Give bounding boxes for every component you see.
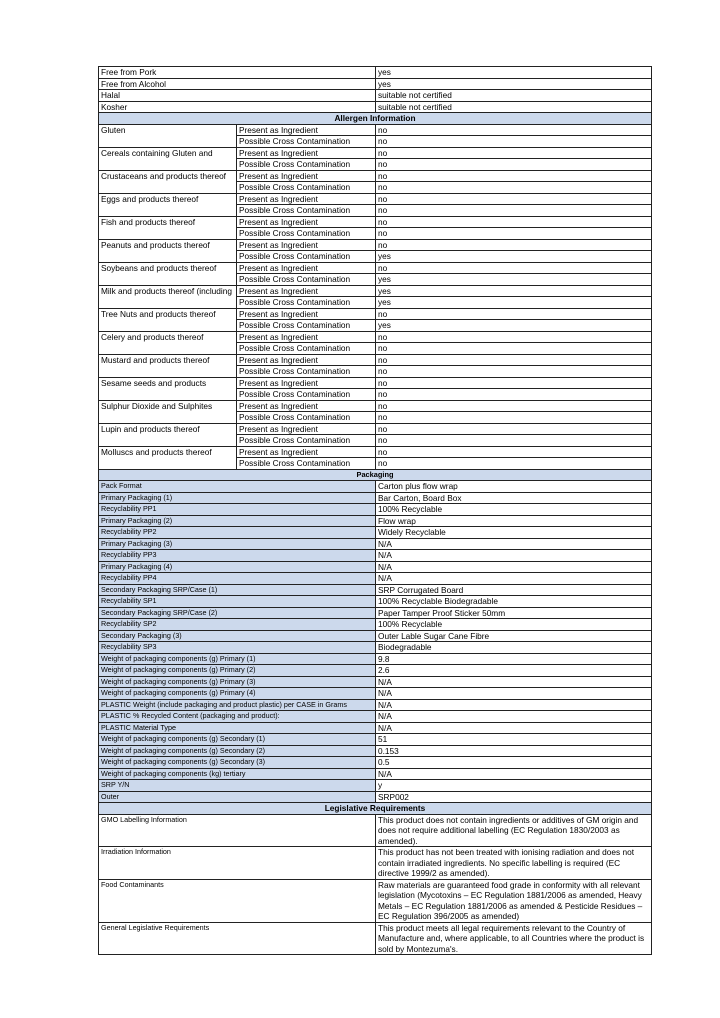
present-ingredient-value: no — [376, 423, 652, 435]
present-ingredient-label: Present as Ingredient — [237, 170, 376, 182]
present-ingredient-value: no — [376, 193, 652, 205]
packaging-value: 100% Recyclable — [376, 619, 652, 631]
present-ingredient-value: no — [376, 262, 652, 274]
packaging-value: Flow wrap — [376, 515, 652, 527]
allergen-name: Gluten — [99, 124, 237, 136]
present-ingredient-value: no — [376, 147, 652, 159]
packaging-value: N/A — [376, 561, 652, 573]
diet-value: yes — [376, 78, 652, 90]
cross-contamination-value: no — [376, 343, 652, 355]
packaging-label: Recyclability SP3 — [99, 642, 376, 654]
packaging-value: Carton plus flow wrap — [376, 481, 652, 493]
present-ingredient-value: no — [376, 354, 652, 366]
legislative-value: This product does not contain ingredients or additives of GM origin and does not require additional labelling (EC Regulation 1830/2003 as amended). — [376, 814, 652, 847]
packaging-row — [99, 630, 652, 642]
allergen-name-continuation — [99, 297, 237, 309]
packaging-row — [99, 711, 652, 723]
packaging-label: Weight of packaging components (g) Secondary (3) — [99, 757, 376, 769]
allergen-row — [99, 366, 652, 378]
allergen-row — [99, 182, 652, 194]
packaging-label: Recyclability PP3 — [99, 550, 376, 562]
allergen-row — [99, 412, 652, 424]
packaging-row — [99, 596, 652, 608]
packaging-label: Outer — [99, 791, 376, 803]
legislative-label: Food Contaminants — [99, 879, 376, 922]
present-ingredient-value: no — [376, 446, 652, 458]
diet-label: Kosher — [99, 101, 376, 113]
allergen-row — [99, 193, 652, 205]
packaging-label: PLASTIC Material Type — [99, 722, 376, 734]
packaging-label: Recyclability PP2 — [99, 527, 376, 539]
cross-contamination-label: Possible Cross Contamination — [237, 251, 376, 263]
packaging-value: 0.5 — [376, 757, 652, 769]
packaging-row — [99, 676, 652, 688]
packaging-value: 0.153 — [376, 745, 652, 757]
allergen-name: Celery and products thereof — [99, 331, 237, 343]
cross-contamination-label: Possible Cross Contamination — [237, 182, 376, 194]
packaging-row — [99, 584, 652, 596]
packaging-label: Weight of packaging components (g) Primary (2) — [99, 665, 376, 677]
allergen-name: Milk and products thereof (including — [99, 285, 237, 297]
packaging-label: Secondary Packaging (3) — [99, 630, 376, 642]
present-ingredient-label: Present as Ingredient — [237, 377, 376, 389]
allergen-row — [99, 354, 652, 366]
legislative-row — [99, 814, 652, 847]
allergen-name: Crustaceans and products thereof — [99, 170, 237, 182]
packaging-row — [99, 768, 652, 780]
diet-label: Halal — [99, 90, 376, 102]
allergen-header: Allergen Information — [99, 113, 652, 125]
packaging-label: Weight of packaging components (g) Primary (3) — [99, 676, 376, 688]
diet-row — [99, 67, 652, 79]
cross-contamination-label: Possible Cross Contamination — [237, 136, 376, 148]
present-ingredient-value: no — [376, 239, 652, 251]
packaging-section-header — [99, 469, 652, 481]
allergen-name: Eggs and products thereof — [99, 193, 237, 205]
allergen-name: Peanuts and products thereof — [99, 239, 237, 251]
present-ingredient-label: Present as Ingredient — [237, 124, 376, 136]
present-ingredient-value: no — [376, 331, 652, 343]
present-ingredient-label: Present as Ingredient — [237, 262, 376, 274]
cross-contamination-value: no — [376, 412, 652, 424]
cross-contamination-label: Possible Cross Contamination — [237, 228, 376, 240]
packaging-label: Weight of packaging components (g) Primary (1) — [99, 653, 376, 665]
cross-contamination-label: Possible Cross Contamination — [237, 320, 376, 332]
cross-contamination-value: no — [376, 136, 652, 148]
packaging-row — [99, 722, 652, 734]
allergen-name-continuation — [99, 136, 237, 148]
cross-contamination-value: no — [376, 182, 652, 194]
cross-contamination-label: Possible Cross Contamination — [237, 458, 376, 470]
present-ingredient-value: no — [376, 124, 652, 136]
packaging-row — [99, 550, 652, 562]
packaging-row — [99, 527, 652, 539]
allergen-name: Mustard and products thereof — [99, 354, 237, 366]
packaging-value: SRP Corrugated Board — [376, 584, 652, 596]
allergen-name: Cereals containing Gluten and — [99, 147, 237, 159]
allergen-name-continuation — [99, 274, 237, 286]
present-ingredient-value: no — [376, 377, 652, 389]
packaging-row — [99, 734, 652, 746]
allergen-row — [99, 262, 652, 274]
packaging-row — [99, 492, 652, 504]
allergen-row — [99, 147, 652, 159]
present-ingredient-label: Present as Ingredient — [237, 446, 376, 458]
allergen-name-continuation — [99, 228, 237, 240]
packaging-label: PLASTIC Weight (include packaging and product plastic) per CASE in Grams — [99, 699, 376, 711]
allergen-row — [99, 343, 652, 355]
present-ingredient-label: Present as Ingredient — [237, 239, 376, 251]
packaging-value: N/A — [376, 573, 652, 585]
present-ingredient-label: Present as Ingredient — [237, 216, 376, 228]
packaging-label: Primary Packaging (4) — [99, 561, 376, 573]
cross-contamination-label: Possible Cross Contamination — [237, 274, 376, 286]
packaging-value: N/A — [376, 722, 652, 734]
spec-sheet-table — [98, 66, 652, 955]
packaging-row — [99, 757, 652, 769]
packaging-value: Bar Carton, Board Box — [376, 492, 652, 504]
packaging-value: SRP002 — [376, 791, 652, 803]
packaging-value: y — [376, 780, 652, 792]
present-ingredient-label: Present as Ingredient — [237, 331, 376, 343]
diet-value: suitable not certified — [376, 90, 652, 102]
packaging-label: Primary Packaging (1) — [99, 492, 376, 504]
present-ingredient-label: Present as Ingredient — [237, 423, 376, 435]
allergen-row — [99, 124, 652, 136]
allergen-row — [99, 170, 652, 182]
packaging-row — [99, 515, 652, 527]
packaging-value: 100% Recyclable — [376, 504, 652, 516]
packaging-label: Recyclability SP1 — [99, 596, 376, 608]
cross-contamination-value: no — [376, 366, 652, 378]
diet-row — [99, 78, 652, 90]
cross-contamination-value: yes — [376, 251, 652, 263]
allergen-row — [99, 228, 652, 240]
packaging-value: N/A — [376, 550, 652, 562]
packaging-label: PLASTIC % Recycled Content (packaging and product): — [99, 711, 376, 723]
packaging-row — [99, 699, 652, 711]
cross-contamination-value: no — [376, 205, 652, 217]
allergen-row — [99, 446, 652, 458]
allergen-name-continuation — [99, 320, 237, 332]
cross-contamination-label: Possible Cross Contamination — [237, 389, 376, 401]
legislative-value: This product has not been treated with ionising radiation and does not contain irradiated ingredients. No specific labelling is required (EC directive 1999/2 as amended). — [376, 847, 652, 880]
packaging-value: N/A — [376, 538, 652, 550]
packaging-label: Weight of packaging components (g) Primary (4) — [99, 688, 376, 700]
cross-contamination-label: Possible Cross Contamination — [237, 205, 376, 217]
cross-contamination-label: Possible Cross Contamination — [237, 343, 376, 355]
packaging-row — [99, 607, 652, 619]
allergen-row — [99, 205, 652, 217]
packaging-value: N/A — [376, 711, 652, 723]
packaging-row — [99, 665, 652, 677]
legislative-header: Legislative Requirements — [99, 803, 652, 815]
allergen-row — [99, 435, 652, 447]
allergen-name-continuation — [99, 412, 237, 424]
allergen-name: Soybeans and products thereof — [99, 262, 237, 274]
present-ingredient-label: Present as Ingredient — [237, 285, 376, 297]
cross-contamination-value: no — [376, 228, 652, 240]
present-ingredient-value: no — [376, 216, 652, 228]
packaging-row — [99, 573, 652, 585]
allergen-name: Lupin and products thereof — [99, 423, 237, 435]
diet-label: Free from Alcohol — [99, 78, 376, 90]
allergen-name-continuation — [99, 343, 237, 355]
diet-value: yes — [376, 67, 652, 79]
allergen-row — [99, 159, 652, 171]
allergen-row — [99, 320, 652, 332]
legislative-label: GMO Labelling Information — [99, 814, 376, 847]
cross-contamination-label: Possible Cross Contamination — [237, 366, 376, 378]
allergen-name-continuation — [99, 205, 237, 217]
legislative-label: General Legislative Requirements — [99, 922, 376, 955]
allergen-section-header — [99, 113, 652, 125]
packaging-value: Paper Tamper Proof Sticker 50mm — [376, 607, 652, 619]
packaging-value: 51 — [376, 734, 652, 746]
legislative-section-header — [99, 803, 652, 815]
allergen-name: Molluscs and products thereof — [99, 446, 237, 458]
diet-value: suitable not certified — [376, 101, 652, 113]
packaging-value: N/A — [376, 768, 652, 780]
cross-contamination-value: no — [376, 389, 652, 401]
allergen-row — [99, 216, 652, 228]
packaging-value: N/A — [376, 699, 652, 711]
present-ingredient-label: Present as Ingredient — [237, 308, 376, 320]
allergen-row — [99, 285, 652, 297]
cross-contamination-value: no — [376, 435, 652, 447]
packaging-value: 9.8 — [376, 653, 652, 665]
allergen-name-continuation — [99, 182, 237, 194]
cross-contamination-label: Possible Cross Contamination — [237, 297, 376, 309]
allergen-name: Sesame seeds and products — [99, 377, 237, 389]
packaging-value: Widely Recyclable — [376, 527, 652, 539]
allergen-name: Sulphur Dioxide and Sulphites — [99, 400, 237, 412]
allergen-row — [99, 389, 652, 401]
legislative-row — [99, 879, 652, 922]
allergen-name-continuation — [99, 159, 237, 171]
packaging-value: N/A — [376, 676, 652, 688]
packaging-label: Weight of packaging components (kg) tertiary — [99, 768, 376, 780]
packaging-row — [99, 619, 652, 631]
cross-contamination-value: no — [376, 458, 652, 470]
allergen-row — [99, 308, 652, 320]
packaging-row — [99, 504, 652, 516]
legislative-row — [99, 847, 652, 880]
present-ingredient-label: Present as Ingredient — [237, 193, 376, 205]
packaging-label: Weight of packaging components (g) Secondary (2) — [99, 745, 376, 757]
cross-contamination-label: Possible Cross Contamination — [237, 435, 376, 447]
packaging-value: N/A — [376, 688, 652, 700]
allergen-row — [99, 331, 652, 343]
packaging-row — [99, 688, 652, 700]
legislative-value: This product meets all legal requirements relevant to the Country of Manufacture and, where applicable, to all Countries where the product is sold by Montezuma's. — [376, 922, 652, 955]
allergen-name-continuation — [99, 389, 237, 401]
packaging-label: SRP Y/N — [99, 780, 376, 792]
packaging-label: Weight of packaging components (g) Secondary (1) — [99, 734, 376, 746]
packaging-label: Primary Packaging (2) — [99, 515, 376, 527]
legislative-value: Raw materials are guaranteed food grade in conformity with all relevant legislation (Mycotoxins – EC Regulation 1881/2006 as amended, Heavy Metals – EC Regulation 1881/2006 as amended & Pesticide Residues – EC Regulation 396/2005 as amended) — [376, 879, 652, 922]
present-ingredient-value: no — [376, 400, 652, 412]
packaging-label: Recyclability PP1 — [99, 504, 376, 516]
packaging-label: Primary Packaging (3) — [99, 538, 376, 550]
present-ingredient-value: no — [376, 308, 652, 320]
present-ingredient-value: yes — [376, 285, 652, 297]
allergen-row — [99, 400, 652, 412]
allergen-row — [99, 297, 652, 309]
allergen-row — [99, 239, 652, 251]
diet-row — [99, 90, 652, 102]
packaging-row — [99, 561, 652, 573]
packaging-value: Biodegradable — [376, 642, 652, 654]
packaging-row — [99, 653, 652, 665]
packaging-label: Secondary Packaging SRP/Case (1) — [99, 584, 376, 596]
packaging-label: Recyclability PP4 — [99, 573, 376, 585]
cross-contamination-value: no — [376, 159, 652, 171]
cross-contamination-value: yes — [376, 297, 652, 309]
packaging-value: Outer Lable Sugar Cane Fibre — [376, 630, 652, 642]
cross-contamination-label: Possible Cross Contamination — [237, 159, 376, 171]
packaging-row — [99, 538, 652, 550]
spec-sheet-body — [99, 67, 652, 955]
packaging-row — [99, 481, 652, 493]
allergen-row — [99, 423, 652, 435]
packaging-label: Pack Format — [99, 481, 376, 493]
allergen-row — [99, 251, 652, 263]
present-ingredient-label: Present as Ingredient — [237, 354, 376, 366]
packaging-value: 100% Recyclable Biodegradable — [376, 596, 652, 608]
present-ingredient-label: Present as Ingredient — [237, 147, 376, 159]
packaging-value: 2.6 — [376, 665, 652, 677]
allergen-name-continuation — [99, 435, 237, 447]
legislative-label: Irradiation Information — [99, 847, 376, 880]
cross-contamination-value: yes — [376, 320, 652, 332]
allergen-name-continuation — [99, 251, 237, 263]
allergen-row — [99, 274, 652, 286]
packaging-label: Secondary Packaging SRP/Case (2) — [99, 607, 376, 619]
packaging-row — [99, 745, 652, 757]
allergen-row — [99, 136, 652, 148]
present-ingredient-value: no — [376, 170, 652, 182]
packaging-header: Packaging — [99, 469, 652, 481]
allergen-row — [99, 377, 652, 389]
diet-label: Free from Pork — [99, 67, 376, 79]
packaging-label: Recyclability SP2 — [99, 619, 376, 631]
diet-row — [99, 101, 652, 113]
allergen-name: Tree Nuts and products thereof — [99, 308, 237, 320]
packaging-row — [99, 642, 652, 654]
cross-contamination-value: yes — [376, 274, 652, 286]
packaging-row — [99, 791, 652, 803]
cross-contamination-label: Possible Cross Contamination — [237, 412, 376, 424]
allergen-name-continuation — [99, 366, 237, 378]
allergen-row — [99, 458, 652, 470]
present-ingredient-label: Present as Ingredient — [237, 400, 376, 412]
packaging-row — [99, 780, 652, 792]
allergen-name: Fish and products thereof — [99, 216, 237, 228]
legislative-row — [99, 922, 652, 955]
allergen-name-continuation — [99, 458, 237, 470]
